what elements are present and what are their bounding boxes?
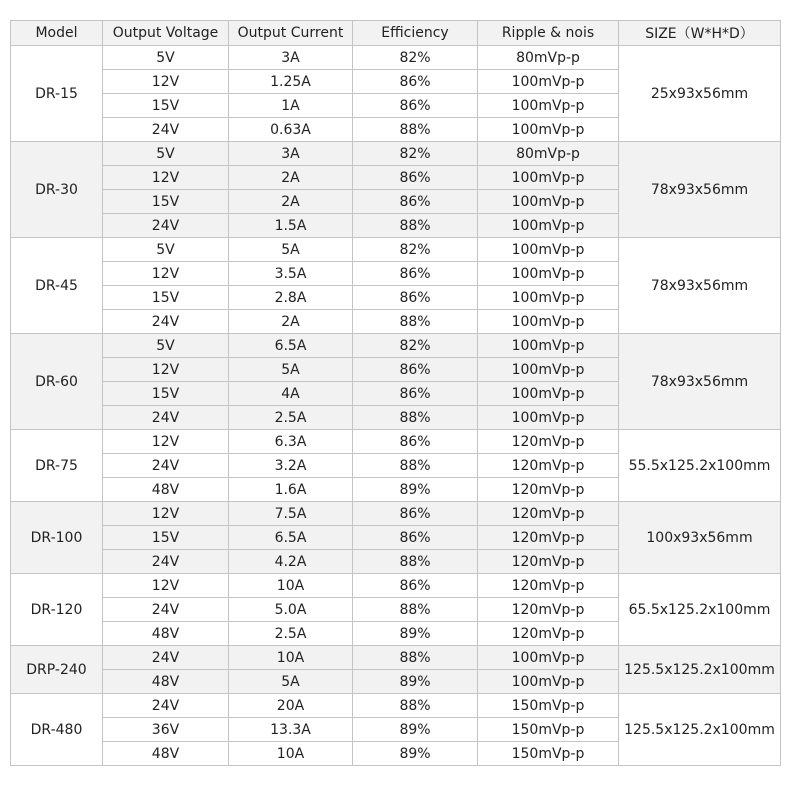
current-cell: 2A bbox=[229, 166, 353, 190]
voltage-cell: 15V bbox=[103, 286, 229, 310]
voltage-cell: 24V bbox=[103, 454, 229, 478]
efficiency-cell: 88% bbox=[353, 598, 478, 622]
current-cell: 6.3A bbox=[229, 430, 353, 454]
efficiency-cell: 89% bbox=[353, 622, 478, 646]
ripple-cell: 100mVp-p bbox=[478, 310, 619, 334]
current-cell: 2.5A bbox=[229, 406, 353, 430]
header-output-voltage: Output Voltage bbox=[103, 21, 229, 46]
model-cell: DR-120 bbox=[11, 574, 103, 646]
current-cell: 10A bbox=[229, 742, 353, 766]
table-row bbox=[11, 238, 781, 262]
efficiency-cell: 88% bbox=[353, 118, 478, 142]
voltage-cell: 24V bbox=[103, 214, 229, 238]
size-cell: 100x93x56mm bbox=[619, 502, 781, 574]
spec-body bbox=[11, 46, 781, 766]
voltage-cell: 24V bbox=[103, 310, 229, 334]
ripple-cell: 100mVp-p bbox=[478, 406, 619, 430]
size-cell: 78x93x56mm bbox=[619, 334, 781, 430]
efficiency-cell: 88% bbox=[353, 694, 478, 718]
current-cell: 5A bbox=[229, 358, 353, 382]
ripple-cell: 100mVp-p bbox=[478, 70, 619, 94]
efficiency-cell: 82% bbox=[353, 238, 478, 262]
current-cell: 2A bbox=[229, 310, 353, 334]
efficiency-cell: 89% bbox=[353, 742, 478, 766]
model-cell: DR-100 bbox=[11, 502, 103, 574]
table-row bbox=[11, 430, 781, 454]
current-cell: 6.5A bbox=[229, 334, 353, 358]
voltage-cell: 24V bbox=[103, 550, 229, 574]
voltage-cell: 48V bbox=[103, 478, 229, 502]
current-cell: 10A bbox=[229, 646, 353, 670]
ripple-cell: 80mVp-p bbox=[478, 142, 619, 166]
efficiency-cell: 86% bbox=[353, 286, 478, 310]
size-cell: 25x93x56mm bbox=[619, 46, 781, 142]
current-cell: 2.5A bbox=[229, 622, 353, 646]
ripple-cell: 120mVp-p bbox=[478, 430, 619, 454]
ripple-cell: 120mVp-p bbox=[478, 574, 619, 598]
current-cell: 1A bbox=[229, 94, 353, 118]
current-cell: 1.25A bbox=[229, 70, 353, 94]
efficiency-cell: 82% bbox=[353, 46, 478, 70]
size-cell: 78x93x56mm bbox=[619, 142, 781, 238]
efficiency-cell: 88% bbox=[353, 214, 478, 238]
efficiency-cell: 86% bbox=[353, 358, 478, 382]
ripple-cell: 100mVp-p bbox=[478, 646, 619, 670]
ripple-cell: 120mVp-p bbox=[478, 550, 619, 574]
voltage-cell: 48V bbox=[103, 670, 229, 694]
header-row bbox=[11, 21, 781, 46]
voltage-cell: 12V bbox=[103, 430, 229, 454]
ripple-cell: 100mVp-p bbox=[478, 190, 619, 214]
header-ripple-noise: Ripple & nois bbox=[478, 21, 619, 46]
current-cell: 1.6A bbox=[229, 478, 353, 502]
current-cell: 3A bbox=[229, 142, 353, 166]
size-cell: 78x93x56mm bbox=[619, 238, 781, 334]
model-cell: DRP-240 bbox=[11, 646, 103, 694]
ripple-cell: 120mVp-p bbox=[478, 526, 619, 550]
ripple-cell: 150mVp-p bbox=[478, 742, 619, 766]
current-cell: 5.0A bbox=[229, 598, 353, 622]
ripple-cell: 100mVp-p bbox=[478, 118, 619, 142]
efficiency-cell: 88% bbox=[353, 550, 478, 574]
efficiency-cell: 88% bbox=[353, 454, 478, 478]
header-model: Model bbox=[11, 21, 103, 46]
size-cell: 65.5x125.2x100mm bbox=[619, 574, 781, 646]
voltage-cell: 48V bbox=[103, 622, 229, 646]
current-cell: 3A bbox=[229, 46, 353, 70]
header-output-current: Output Current bbox=[229, 21, 353, 46]
model-cell: DR-75 bbox=[11, 430, 103, 502]
current-cell: 6.5A bbox=[229, 526, 353, 550]
efficiency-cell: 88% bbox=[353, 310, 478, 334]
spec-table bbox=[10, 20, 781, 766]
current-cell: 4.2A bbox=[229, 550, 353, 574]
efficiency-cell: 86% bbox=[353, 574, 478, 598]
current-cell: 4A bbox=[229, 382, 353, 406]
efficiency-cell: 82% bbox=[353, 142, 478, 166]
efficiency-cell: 86% bbox=[353, 190, 478, 214]
model-cell: DR-30 bbox=[11, 142, 103, 238]
efficiency-cell: 86% bbox=[353, 70, 478, 94]
current-cell: 5A bbox=[229, 670, 353, 694]
ripple-cell: 80mVp-p bbox=[478, 46, 619, 70]
ripple-cell: 120mVp-p bbox=[478, 598, 619, 622]
voltage-cell: 48V bbox=[103, 742, 229, 766]
voltage-cell: 24V bbox=[103, 118, 229, 142]
efficiency-cell: 86% bbox=[353, 502, 478, 526]
size-cell: 125.5x125.2x100mm bbox=[619, 694, 781, 766]
efficiency-cell: 88% bbox=[353, 406, 478, 430]
voltage-cell: 12V bbox=[103, 166, 229, 190]
size-cell: 55.5x125.2x100mm bbox=[619, 430, 781, 502]
voltage-cell: 5V bbox=[103, 142, 229, 166]
voltage-cell: 24V bbox=[103, 406, 229, 430]
voltage-cell: 12V bbox=[103, 262, 229, 286]
ripple-cell: 150mVp-p bbox=[478, 694, 619, 718]
efficiency-cell: 82% bbox=[353, 334, 478, 358]
efficiency-cell: 86% bbox=[353, 526, 478, 550]
ripple-cell: 120mVp-p bbox=[478, 622, 619, 646]
ripple-cell: 100mVp-p bbox=[478, 334, 619, 358]
voltage-cell: 15V bbox=[103, 190, 229, 214]
current-cell: 10A bbox=[229, 574, 353, 598]
model-cell: DR-15 bbox=[11, 46, 103, 142]
model-cell: DR-45 bbox=[11, 238, 103, 334]
table-row bbox=[11, 502, 781, 526]
table-row bbox=[11, 694, 781, 718]
voltage-cell: 12V bbox=[103, 574, 229, 598]
current-cell: 3.2A bbox=[229, 454, 353, 478]
current-cell: 20A bbox=[229, 694, 353, 718]
efficiency-cell: 86% bbox=[353, 430, 478, 454]
header-efficiency: Efficiency bbox=[353, 21, 478, 46]
ripple-cell: 120mVp-p bbox=[478, 478, 619, 502]
voltage-cell: 12V bbox=[103, 358, 229, 382]
table-row bbox=[11, 46, 781, 70]
efficiency-cell: 86% bbox=[353, 94, 478, 118]
table-row bbox=[11, 646, 781, 670]
voltage-cell: 15V bbox=[103, 382, 229, 406]
ripple-cell: 100mVp-p bbox=[478, 214, 619, 238]
current-cell: 7.5A bbox=[229, 502, 353, 526]
model-cell: DR-480 bbox=[11, 694, 103, 766]
voltage-cell: 12V bbox=[103, 70, 229, 94]
ripple-cell: 100mVp-p bbox=[478, 358, 619, 382]
current-cell: 5A bbox=[229, 238, 353, 262]
ripple-cell: 100mVp-p bbox=[478, 94, 619, 118]
table-row bbox=[11, 334, 781, 358]
current-cell: 1.5A bbox=[229, 214, 353, 238]
efficiency-cell: 89% bbox=[353, 478, 478, 502]
voltage-cell: 12V bbox=[103, 502, 229, 526]
voltage-cell: 5V bbox=[103, 334, 229, 358]
efficiency-cell: 89% bbox=[353, 670, 478, 694]
current-cell: 2A bbox=[229, 190, 353, 214]
ripple-cell: 100mVp-p bbox=[478, 382, 619, 406]
table-row bbox=[11, 574, 781, 598]
efficiency-cell: 86% bbox=[353, 166, 478, 190]
ripple-cell: 100mVp-p bbox=[478, 238, 619, 262]
voltage-cell: 15V bbox=[103, 94, 229, 118]
efficiency-cell: 86% bbox=[353, 262, 478, 286]
efficiency-cell: 88% bbox=[353, 646, 478, 670]
voltage-cell: 24V bbox=[103, 598, 229, 622]
table-row bbox=[11, 142, 781, 166]
voltage-cell: 5V bbox=[103, 46, 229, 70]
header-size: SIZE（W*H*D） bbox=[619, 21, 781, 46]
voltage-cell: 5V bbox=[103, 238, 229, 262]
current-cell: 0.63A bbox=[229, 118, 353, 142]
ripple-cell: 100mVp-p bbox=[478, 286, 619, 310]
efficiency-cell: 89% bbox=[353, 718, 478, 742]
ripple-cell: 100mVp-p bbox=[478, 262, 619, 286]
ripple-cell: 120mVp-p bbox=[478, 502, 619, 526]
voltage-cell: 36V bbox=[103, 718, 229, 742]
current-cell: 13.3A bbox=[229, 718, 353, 742]
voltage-cell: 24V bbox=[103, 694, 229, 718]
size-cell: 125.5x125.2x100mm bbox=[619, 646, 781, 694]
ripple-cell: 120mVp-p bbox=[478, 454, 619, 478]
ripple-cell: 100mVp-p bbox=[478, 670, 619, 694]
ripple-cell: 100mVp-p bbox=[478, 166, 619, 190]
model-cell: DR-60 bbox=[11, 334, 103, 430]
voltage-cell: 15V bbox=[103, 526, 229, 550]
ripple-cell: 150mVp-p bbox=[478, 718, 619, 742]
current-cell: 3.5A bbox=[229, 262, 353, 286]
efficiency-cell: 86% bbox=[353, 382, 478, 406]
current-cell: 2.8A bbox=[229, 286, 353, 310]
voltage-cell: 24V bbox=[103, 646, 229, 670]
